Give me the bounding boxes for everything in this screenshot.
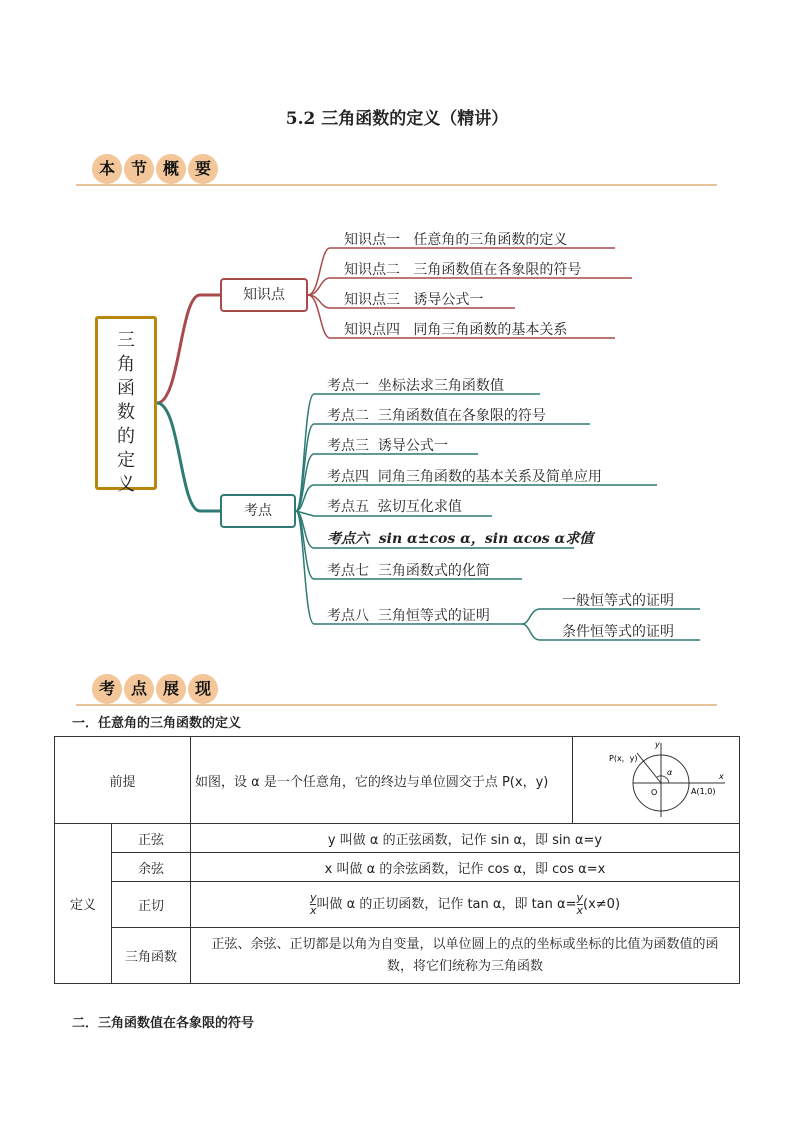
knowledge-item: 知识点四 同角三角函数的基本关系 (344, 322, 568, 338)
exam-sub-item: 条件恒等式的证明 (562, 624, 674, 640)
row-name: 三角函数 (112, 928, 191, 984)
root-char: 定 (117, 450, 135, 471)
definition-table (54, 736, 740, 984)
badge-char: 现 (188, 674, 218, 704)
unit-circle-icon (573, 737, 739, 819)
branch-knowledge: 知识点 (220, 278, 308, 312)
root-char: 数 (117, 402, 135, 423)
knowledge-item: 知识点二 三角函数值在各象限的符号 (344, 262, 582, 278)
exam-item: 考点四 同角三角函数的基本关系及简单应用 (327, 469, 602, 485)
figure-x-label: x (719, 772, 724, 781)
exam-item: 考点三 诱导公式一 (327, 438, 448, 454)
fraction: $\frac{y}{x}$ (576, 891, 584, 917)
figure-p-label: P(x，y) (609, 754, 638, 763)
row-text: 正弦、余弦、正切都是以角为自变量，以单位圆上的点的坐标或坐标的比值为函数值的函数，将它们统称为三角函数 (191, 928, 740, 984)
figure-alpha-label: α (667, 768, 673, 777)
root-char: 角 (117, 354, 135, 375)
badge-char: 点 (124, 674, 154, 704)
section-heading: 一．任意角的三角函数的定义 (72, 716, 242, 731)
premise-label: 前提 (55, 737, 191, 824)
root-char: 的 (117, 426, 135, 447)
row-text: x 叫做 α 的余弦函数，记作 cos α，即 cos α=x (191, 853, 740, 882)
badge-char: 考 (92, 674, 122, 704)
row-name: 正弦 (112, 824, 191, 853)
badge-char: 展 (156, 674, 186, 704)
exam-item: 考点一 坐标法求三角函数值 (327, 378, 504, 394)
definition-label: 定义 (55, 824, 112, 984)
figure-o-label: O (651, 788, 658, 797)
knowledge-item: 知识点三 诱导公式一 (344, 292, 484, 308)
row-text: y 叫做 α 的正弦函数，记作 sin α，即 sin α=y (191, 824, 740, 853)
badge-char: 概 (156, 154, 186, 184)
figure-a-label: A(1,0) (691, 787, 716, 796)
badge-char: 本 (92, 154, 122, 184)
row-name: 正切 (112, 882, 191, 928)
branch-exam: 考点 (220, 494, 296, 528)
exam-sub-item: 一般恒等式的证明 (562, 593, 674, 609)
section-rule (76, 704, 717, 706)
root-char: 三 (117, 330, 135, 351)
exam-item: 考点六 sin α±cos α，sin αcos α求值 (327, 531, 594, 547)
page-title: 5.2 三角函数的定义（精讲） (285, 109, 509, 129)
badge-char: 要 (188, 154, 218, 184)
fraction: $\frac{y}{x}$ (309, 891, 317, 917)
knowledge-item: 知识点一 任意角的三角函数的定义 (344, 232, 568, 248)
root-char: 义 (117, 474, 135, 495)
unit-circle-figure (573, 737, 740, 824)
exam-item: 考点二 三角函数值在各象限的符号 (327, 408, 546, 424)
premise-text: 如图，设 α 是一个任意角，它的终边与单位圆交于点 P(x，y) (191, 737, 573, 824)
figure-y-label: y (655, 740, 660, 749)
badge-char: 节 (124, 154, 154, 184)
root-char: 函 (117, 378, 135, 399)
exam-item: 考点八 三角恒等式的证明 (327, 608, 490, 624)
section-heading: 二．三角函数值在各象限的符号 (72, 1016, 255, 1031)
exam-item: 考点五 弦切互化求值 (327, 499, 462, 515)
exam-item: 考点七 三角函数式的化简 (327, 563, 490, 579)
mind-map-root (95, 316, 157, 495)
row-name: 余弦 (112, 853, 191, 882)
row-text-tangent: $\frac{y}{x}$ 叫做 α 的正切函数，记作 tan α，即 tan α= $\frac{y}{x}$ (x≠0) (191, 882, 740, 928)
